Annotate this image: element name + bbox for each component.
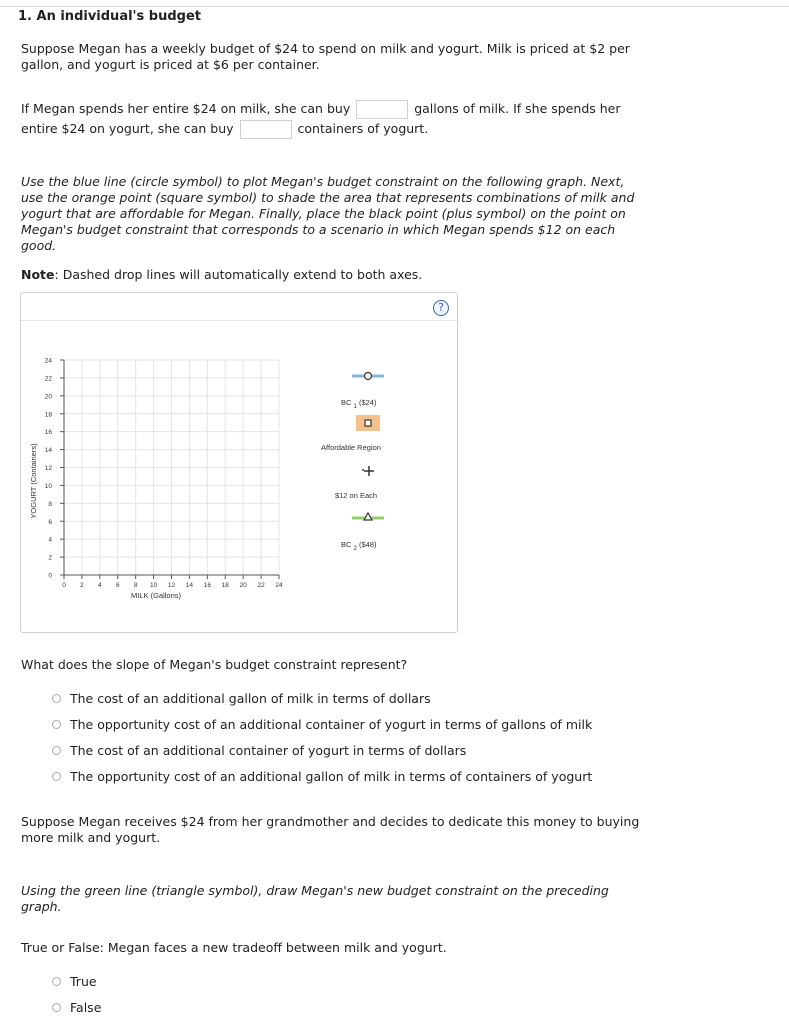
tradeoff-question: True or False: Megan faces a new tradeoff between milk and yogurt. bbox=[21, 940, 447, 955]
option-label: The opportunity cost of an additional container of yogurt in terms of gallons of milk bbox=[70, 717, 593, 732]
slope-question: What does the slope of Megan's budget constraint represent? bbox=[21, 657, 408, 672]
square-icon bbox=[365, 420, 371, 426]
y-tick-label: 14 bbox=[44, 447, 52, 455]
slope-option-1[interactable] bbox=[52, 691, 431, 706]
y-tick-label: 4 bbox=[48, 536, 52, 544]
radio-button[interactable] bbox=[52, 772, 61, 781]
option-true[interactable] bbox=[52, 974, 97, 989]
y-axis-label: YOGURT (Containers) bbox=[29, 443, 38, 519]
q1-text-3: containers of yogurt. bbox=[297, 121, 429, 136]
axis-ticks bbox=[45, 358, 283, 590]
x-tick-label: 0 bbox=[62, 582, 66, 589]
y-tick-label: 12 bbox=[44, 465, 52, 472]
slope-option-3[interactable] bbox=[52, 743, 466, 758]
twelve-each-tool[interactable] bbox=[362, 466, 374, 476]
top-divider bbox=[0, 6, 789, 7]
x-tick-label: 16 bbox=[203, 582, 211, 589]
yogurt-containers-input[interactable] bbox=[240, 120, 292, 139]
x-tick-label: 4 bbox=[98, 582, 102, 589]
bc1-tool[interactable] bbox=[352, 373, 384, 380]
x-tick-label: 8 bbox=[133, 582, 138, 589]
q1-paragraph bbox=[21, 99, 641, 139]
slope-option-4[interactable] bbox=[52, 769, 592, 784]
y-tick-label: 8 bbox=[48, 500, 52, 508]
milk-gallons-input[interactable] bbox=[356, 100, 408, 119]
bc2-label: BC $_2$ ($48) bbox=[341, 540, 377, 552]
radio-button[interactable] bbox=[52, 694, 61, 703]
graph-instructions-2: Using the green line (triangle symbol), draw Megan's new budget constraint on the preceding graph. bbox=[21, 883, 609, 914]
twelve-each-label: $12 on Each bbox=[334, 491, 378, 500]
x-tick-label: 14 bbox=[185, 582, 194, 589]
x-tick-label: 12 bbox=[167, 582, 176, 589]
y-tick-label: 24 bbox=[44, 357, 52, 365]
question-title: 1. An individual's budget bbox=[18, 9, 201, 24]
x-tick-label: 20 bbox=[239, 582, 247, 589]
slope-option-2[interactable] bbox=[52, 717, 592, 732]
x-tick-label: 24 bbox=[275, 582, 283, 589]
x-axis-label: MILK (Gallons) bbox=[130, 591, 182, 600]
option-false[interactable] bbox=[52, 1000, 101, 1015]
option-label: The opportunity cost of an additional gallon of milk in terms of containers of yogurt bbox=[70, 769, 593, 784]
q1-text-1: If Megan spends her entire $24 on milk, she can buy bbox=[21, 101, 351, 116]
scenario2-text: Suppose Megan receives $24 from her grandmother and decides to dedicate this money to buying more milk and yogurt. bbox=[21, 814, 640, 845]
x-tick-label: 2 bbox=[80, 582, 84, 589]
y-tick-label: 2 bbox=[48, 554, 52, 562]
help-icon[interactable]: ? bbox=[433, 300, 449, 316]
q1-text-2: gallons of milk. If she spends her entire $24 on yogurt, she can buy bbox=[21, 101, 621, 136]
y-tick-label: 22 bbox=[44, 375, 52, 383]
y-tick-label: 0 bbox=[48, 572, 52, 580]
graph-panel bbox=[20, 292, 458, 633]
y-tick-label: 6 bbox=[48, 518, 52, 526]
bc1-label: BC $_1$ ($24) bbox=[341, 398, 377, 410]
x-tick-label: 22 bbox=[257, 582, 265, 589]
grid bbox=[64, 360, 279, 575]
option-label: The cost of an additional container of yogurt in terms of dollars bbox=[70, 743, 467, 758]
option-label: True bbox=[70, 974, 97, 989]
option-label: The cost of an additional gallon of milk in terms of dollars bbox=[70, 691, 431, 706]
note-label: Note bbox=[21, 267, 55, 282]
radio-button[interactable] bbox=[52, 977, 61, 986]
y-tick-label: 20 bbox=[44, 393, 52, 401]
y-tick-label: 18 bbox=[44, 411, 52, 419]
y-tick-label: 10 bbox=[44, 482, 52, 490]
x-tick-label: 10 bbox=[149, 582, 158, 589]
bc2-tool[interactable] bbox=[352, 513, 384, 520]
intro-text: Suppose Megan has a weekly budget of $24 to spend on milk and yogurt. Milk is priced at $2 per gallon, and yogurt is priced at $6 per container. bbox=[21, 41, 630, 72]
x-tick-label: 18 bbox=[221, 582, 229, 589]
radio-button[interactable] bbox=[52, 720, 61, 729]
x-tick-label: 6 bbox=[115, 582, 120, 589]
radio-button[interactable] bbox=[52, 1003, 61, 1012]
affordable-region-tool[interactable] bbox=[356, 415, 380, 431]
note-text bbox=[21, 267, 641, 283]
y-tick-label: 16 bbox=[44, 429, 52, 437]
graph-instructions: Use the blue line (circle symbol) to plot Megan's budget constraint on the following graph. Next, use the orange point (square symbol) to shade the area that represents combinations of milk and yogurt that are affordable for Megan. Finally, place the black point (plus symbol) on the point on Megan's budget constraint that corresponds to a scenario in which Megan spends $12 on each good. bbox=[21, 174, 635, 253]
circle-icon bbox=[365, 373, 372, 380]
option-label: False bbox=[70, 1000, 102, 1015]
note-body: : Dashed drop lines will automatically extend to both axes. bbox=[54, 267, 423, 282]
graph-canvas[interactable] bbox=[21, 293, 457, 632]
radio-button[interactable] bbox=[52, 746, 61, 755]
affordable-region-label: Affordable Region bbox=[321, 443, 381, 452]
